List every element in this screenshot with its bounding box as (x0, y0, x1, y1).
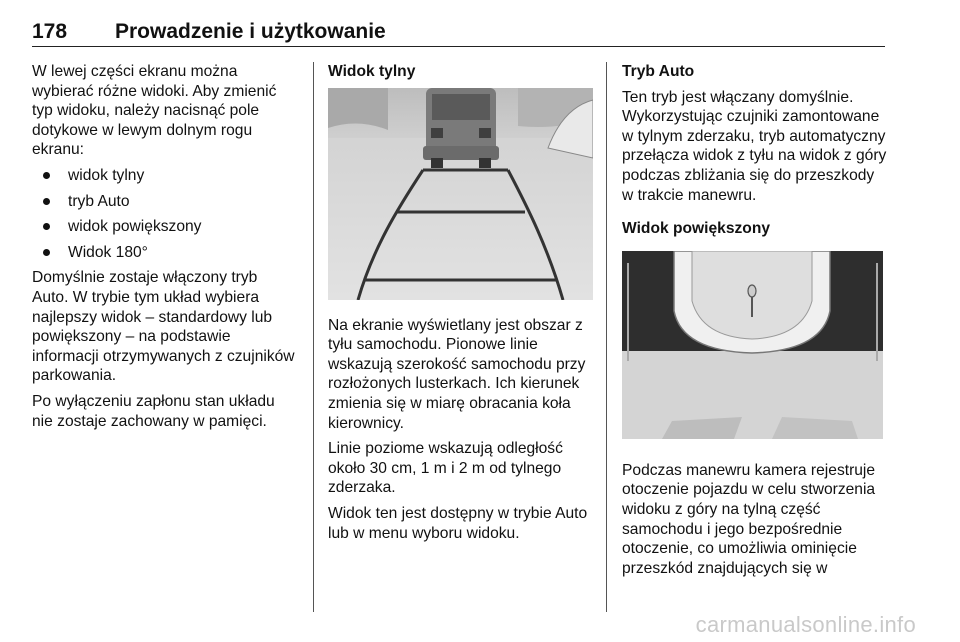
list-item: widok powiększony (32, 217, 297, 237)
section-heading: Widok powiększony (622, 220, 771, 238)
page-header (32, 16, 885, 47)
bullet-icon (43, 172, 50, 179)
top-view-camera-image (622, 251, 883, 439)
list-item: Widok 180° (32, 243, 297, 263)
page-number: 178 (32, 20, 68, 43)
column-left (32, 62, 297, 437)
paragraph: Linie poziome wskazują odległość około 30 cm, 1 m i 2 m od tylnego zderzaka. (328, 440, 563, 497)
bullet-icon (43, 223, 50, 230)
paragraph: Domyślnie zostaje włączony tryb Auto. W trybie tym układ wybiera najlepszy widok – standardowy lub powiększony – na podstawie informacji otrzymywanych z czujników parkowania. (32, 269, 295, 385)
column-divider (606, 62, 607, 612)
bullet-icon (43, 198, 50, 205)
section-heading: Widok tylny (328, 63, 416, 80)
list-item: tryb Auto (32, 192, 297, 212)
paragraph: W lewej części ekranu można wybierać różne widoki. Aby zmienić typ widoku, należy nacisnąć pole dotykowe w lewym dolnym rogu ekranu: (32, 63, 277, 159)
paragraph: Widok ten jest dostępny w trybie Auto lub w menu wyboru widoku. (328, 504, 588, 542)
bullet-icon (43, 249, 50, 256)
paragraph: Na ekranie wyświetlany jest obszar z tyłu samochodu. Pionowe linie wskazują szerokość samochodu przy rozłożonych lusterkach. Ich kierunek zmienia się w miarę obracania koła kierownicy. (328, 316, 586, 432)
paragraph: Podczas manewru kamera rejestruje otoczenie pojazdu w celu stworzenia widoku z góry na tylną część samochodu i jego bezpośrednie otoczenie, co umożliwia ominięcie przeszkód znajdujących się w (622, 461, 876, 577)
paragraph: Ten tryb jest włączany domyślnie. Wykorzystując czujniki zamontowane w tylnym zderzaku, tryb automatyczny przełącza widok z tyłu na widok z góry podczas zbliżania się do przeszkody w trakcie manewru. (622, 88, 887, 204)
list-item: widok tylny (32, 166, 297, 186)
watermark: carmanualsonline.info (695, 612, 916, 637)
paragraph: Po wyłączeniu zapłonu stan układu nie zostaje zachowany w pamięci. (32, 392, 275, 430)
view-options-list (32, 166, 297, 262)
chapter-title: Prowadzenie i użytkowanie (115, 20, 386, 43)
section-heading: Tryb Auto (622, 63, 695, 80)
rear-camera-view-image (328, 88, 593, 300)
column-middle (328, 62, 593, 549)
column-divider (313, 62, 314, 612)
column-right (622, 62, 887, 584)
